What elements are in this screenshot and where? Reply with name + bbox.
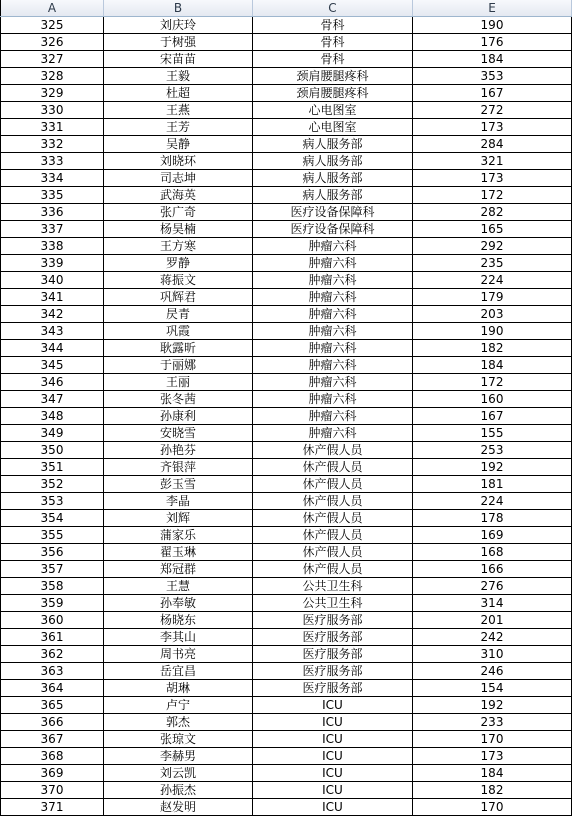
table-row [0,748,572,765]
cell-e[interactable]: 154 [413,680,572,697]
cell-a[interactable]: 339 [0,255,104,272]
cell-c[interactable]: 肿瘤六科 [253,408,413,425]
cell-c[interactable]: 医疗服务部 [253,629,413,646]
cell-e[interactable]: 179 [413,289,572,306]
cell-e[interactable]: 321 [413,153,572,170]
cell-e[interactable]: 184 [413,765,572,782]
cell-e[interactable]: 172 [413,374,572,391]
cell-c[interactable]: 骨科 [253,17,413,34]
cell-a[interactable]: 350 [0,442,104,459]
cell-b[interactable]: 于丽娜 [104,357,253,374]
cell-c[interactable]: 骨科 [253,51,413,68]
table-row [0,17,572,34]
cell-c[interactable]: 心电图室 [253,102,413,119]
table-row [0,306,572,323]
cell-b[interactable]: 巩霞 [104,323,253,340]
cell-e[interactable]: 184 [413,357,572,374]
cell-e[interactable]: 160 [413,391,572,408]
cell-c[interactable]: 休产假人员 [253,493,413,510]
cell-e[interactable]: 173 [413,748,572,765]
cell-c[interactable]: ICU [253,714,413,731]
cell-c[interactable]: ICU [253,731,413,748]
cell-b[interactable]: 张冬茜 [104,391,253,408]
cell-b[interactable]: 孙康利 [104,408,253,425]
cell-a[interactable]: 337 [0,221,104,238]
cell-a[interactable]: 340 [0,272,104,289]
cell-a[interactable]: 359 [0,595,104,612]
table-row [0,153,572,170]
cell-b[interactable]: 齐银萍 [104,459,253,476]
cell-a[interactable]: 356 [0,544,104,561]
cell-e[interactable]: 182 [413,782,572,799]
cell-c[interactable]: 休产假人员 [253,442,413,459]
cell-b[interactable]: 刘晓环 [104,153,253,170]
cell-a[interactable]: 352 [0,476,104,493]
cell-e[interactable]: 167 [413,408,572,425]
cell-e[interactable]: 176 [413,34,572,51]
cell-e[interactable]: 192 [413,697,572,714]
table-row [0,680,572,697]
table-row [0,493,572,510]
cell-a[interactable]: 329 [0,85,104,102]
cell-c[interactable]: 病人服务部 [253,187,413,204]
column-header-row [0,0,572,17]
cell-c[interactable]: 公共卫生科 [253,578,413,595]
cell-e[interactable]: 203 [413,306,572,323]
cell-e[interactable]: 284 [413,136,572,153]
cell-a[interactable]: 357 [0,561,104,578]
cell-c[interactable]: 休产假人员 [253,561,413,578]
cell-b[interactable]: 孙奉敏 [104,595,253,612]
cell-a[interactable]: 336 [0,204,104,221]
cell-a[interactable]: 338 [0,238,104,255]
table-row [0,510,572,527]
cell-b[interactable]: 蒋振文 [104,272,253,289]
table-row [0,170,572,187]
cell-a[interactable]: 325 [0,17,104,34]
cell-e[interactable]: 190 [413,17,572,34]
table-row [0,459,572,476]
table-row [0,374,572,391]
cell-c[interactable]: 肿瘤六科 [253,272,413,289]
cell-c[interactable]: 休产假人员 [253,527,413,544]
table-row [0,85,572,102]
table-row [0,238,572,255]
cell-e[interactable]: 173 [413,119,572,136]
cell-e[interactable]: 314 [413,595,572,612]
cell-c[interactable]: 肿瘤六科 [253,391,413,408]
cell-c[interactable]: ICU [253,765,413,782]
cell-b[interactable]: 赵发明 [104,799,253,816]
cell-c[interactable]: 医疗设备保障科 [253,204,413,221]
cell-c[interactable]: 病人服务部 [253,136,413,153]
cell-a[interactable]: 354 [0,510,104,527]
cell-a[interactable]: 361 [0,629,104,646]
cell-e[interactable]: 246 [413,663,572,680]
cell-a[interactable]: 326 [0,34,104,51]
table-row [0,646,572,663]
cell-b[interactable]: 李赫男 [104,748,253,765]
cell-c[interactable]: 休产假人员 [253,544,413,561]
cell-a[interactable]: 369 [0,765,104,782]
cell-a[interactable]: 371 [0,799,104,816]
cell-b[interactable]: 刘云凯 [104,765,253,782]
cell-e[interactable]: 172 [413,187,572,204]
table-row [0,578,572,595]
cell-e[interactable]: 178 [413,510,572,527]
cell-e[interactable]: 192 [413,459,572,476]
cell-e[interactable]: 184 [413,51,572,68]
cell-c[interactable]: 休产假人员 [253,476,413,493]
cell-c[interactable]: 肿瘤六科 [253,289,413,306]
table-row [0,102,572,119]
cell-e[interactable]: 166 [413,561,572,578]
table-row [0,663,572,680]
cell-b[interactable]: 安晓雪 [104,425,253,442]
cell-b[interactable]: 王芳 [104,119,253,136]
cell-b[interactable]: 周书亮 [104,646,253,663]
cell-e[interactable]: 168 [413,544,572,561]
cell-a[interactable]: 345 [0,357,104,374]
cell-b[interactable]: 杨昊楠 [104,221,253,238]
cell-a[interactable]: 330 [0,102,104,119]
cell-e[interactable]: 282 [413,204,572,221]
cell-b[interactable]: 翟玉琳 [104,544,253,561]
table-body [0,17,572,816]
table-row [0,425,572,442]
cell-b[interactable]: 王丽 [104,374,253,391]
cell-c[interactable]: 医疗服务部 [253,646,413,663]
cell-b[interactable]: 王毅 [104,68,253,85]
cell-a[interactable]: 351 [0,459,104,476]
table-row [0,340,572,357]
cell-b[interactable]: 于树强 [104,34,253,51]
table-row [0,204,572,221]
cell-e[interactable]: 235 [413,255,572,272]
cell-b[interactable]: 彭玉雪 [104,476,253,493]
cell-b[interactable]: 卢宁 [104,697,253,714]
cell-a[interactable]: 364 [0,680,104,697]
cell-b[interactable]: 郑冠群 [104,561,253,578]
table-row [0,289,572,306]
cell-b[interactable]: 蒲家乐 [104,527,253,544]
cell-e[interactable]: 182 [413,340,572,357]
cell-e[interactable]: 233 [413,714,572,731]
table-row [0,731,572,748]
column-header-b[interactable]: B [104,0,253,16]
table-row [0,136,572,153]
cell-c[interactable]: 肿瘤六科 [253,306,413,323]
cell-b[interactable]: 罗静 [104,255,253,272]
cell-a[interactable]: 370 [0,782,104,799]
cell-a[interactable]: 341 [0,289,104,306]
table-row [0,697,572,714]
cell-c[interactable]: 肿瘤六科 [253,374,413,391]
cell-b[interactable]: 杨晓东 [104,612,253,629]
cell-e[interactable]: 253 [413,442,572,459]
cell-e[interactable]: 170 [413,799,572,816]
table-row [0,476,572,493]
cell-a[interactable]: 347 [0,391,104,408]
cell-a[interactable]: 363 [0,663,104,680]
cell-e[interactable]: 224 [413,272,572,289]
cell-b[interactable]: 张琼文 [104,731,253,748]
cell-b[interactable]: 吴静 [104,136,253,153]
cell-e[interactable]: 292 [413,238,572,255]
cell-a[interactable]: 360 [0,612,104,629]
table-row [0,561,572,578]
table-row [0,68,572,85]
cell-b[interactable]: 岳宜昌 [104,663,253,680]
cell-e[interactable]: 170 [413,731,572,748]
cell-a[interactable]: 366 [0,714,104,731]
cell-b[interactable]: 巩辉君 [104,289,253,306]
table-row [0,255,572,272]
cell-c[interactable]: ICU [253,799,413,816]
cell-c[interactable]: 病人服务部 [253,170,413,187]
column-header-a[interactable]: A [0,0,104,16]
cell-b[interactable]: 胡琳 [104,680,253,697]
table-row [0,391,572,408]
cell-c[interactable]: 颈肩腰腿疼科 [253,68,413,85]
cell-a[interactable]: 362 [0,646,104,663]
cell-e[interactable]: 167 [413,85,572,102]
cell-a[interactable]: 335 [0,187,104,204]
table-row [0,119,572,136]
table-row [0,34,572,51]
cell-e[interactable]: 181 [413,476,572,493]
cell-e[interactable]: 190 [413,323,572,340]
cell-c[interactable]: 医疗设备保障科 [253,221,413,238]
cell-b[interactable]: 王慧 [104,578,253,595]
cell-c[interactable]: 肿瘤六科 [253,357,413,374]
cell-e[interactable]: 272 [413,102,572,119]
cell-b[interactable]: 耿露昕 [104,340,253,357]
table-row [0,187,572,204]
cell-a[interactable]: 348 [0,408,104,425]
cell-a[interactable]: 342 [0,306,104,323]
table-row [0,799,572,816]
cell-a[interactable]: 328 [0,68,104,85]
cell-c[interactable]: 颈肩腰腿疼科 [253,85,413,102]
table-row [0,544,572,561]
cell-c[interactable]: 肿瘤六科 [253,238,413,255]
cell-a[interactable]: 368 [0,748,104,765]
cell-b[interactable]: 王方寒 [104,238,253,255]
cell-b[interactable]: 刘庆玲 [104,17,253,34]
table-row [0,51,572,68]
table-row [0,442,572,459]
cell-b[interactable]: 郭杰 [104,714,253,731]
cell-b[interactable]: 张广奇 [104,204,253,221]
cell-b[interactable]: 李晶 [104,493,253,510]
cell-c[interactable]: ICU [253,782,413,799]
table-row [0,629,572,646]
cell-c[interactable]: 心电图室 [253,119,413,136]
cell-e[interactable]: 173 [413,170,572,187]
cell-e[interactable]: 353 [413,68,572,85]
cell-a[interactable]: 349 [0,425,104,442]
cell-a[interactable]: 346 [0,374,104,391]
cell-a[interactable]: 334 [0,170,104,187]
column-header-e[interactable]: E [413,0,572,16]
cell-c[interactable]: 医疗服务部 [253,612,413,629]
cell-b[interactable]: 孙振杰 [104,782,253,799]
cell-e[interactable]: 155 [413,425,572,442]
cell-c[interactable]: 肿瘤六科 [253,425,413,442]
cell-c[interactable]: 肿瘤六科 [253,340,413,357]
cell-c[interactable]: 肿瘤六科 [253,255,413,272]
cell-a[interactable]: 333 [0,153,104,170]
table-row [0,595,572,612]
table-row [0,765,572,782]
table-row [0,323,572,340]
cell-b[interactable]: 宋苗苗 [104,51,253,68]
table-row [0,782,572,799]
cell-c[interactable]: 肿瘤六科 [253,323,413,340]
cell-c[interactable]: ICU [253,697,413,714]
cell-b[interactable]: 刘辉 [104,510,253,527]
cell-e[interactable]: 310 [413,646,572,663]
cell-c[interactable]: 医疗服务部 [253,680,413,697]
table-row [0,357,572,374]
cell-e[interactable]: 201 [413,612,572,629]
cell-a[interactable]: 332 [0,136,104,153]
cell-b[interactable]: 武海英 [104,187,253,204]
cell-a[interactable]: 365 [0,697,104,714]
cell-a[interactable]: 331 [0,119,104,136]
cell-b[interactable]: 李其山 [104,629,253,646]
cell-b[interactable]: 昃青 [104,306,253,323]
cell-a[interactable]: 367 [0,731,104,748]
cell-a[interactable]: 327 [0,51,104,68]
cell-b[interactable]: 杜超 [104,85,253,102]
cell-a[interactable]: 358 [0,578,104,595]
table-row [0,612,572,629]
table-row [0,527,572,544]
cell-a[interactable]: 353 [0,493,104,510]
cell-b[interactable]: 司志坤 [104,170,253,187]
table-row [0,714,572,731]
cell-e[interactable]: 165 [413,221,572,238]
table-row [0,408,572,425]
table-row [0,272,572,289]
cell-e[interactable]: 169 [413,527,572,544]
cell-c[interactable]: 骨科 [253,34,413,51]
cell-a[interactable]: 344 [0,340,104,357]
cell-c[interactable]: 公共卫生科 [253,595,413,612]
column-header-c[interactable]: C [253,0,413,16]
cell-b[interactable]: 孙艳芬 [104,442,253,459]
cell-a[interactable]: 343 [0,323,104,340]
cell-c[interactable]: 休产假人员 [253,510,413,527]
table-row [0,221,572,238]
cell-e[interactable]: 242 [413,629,572,646]
cell-a[interactable]: 355 [0,527,104,544]
cell-c[interactable]: 病人服务部 [253,153,413,170]
cell-c[interactable]: ICU [253,748,413,765]
cell-c[interactable]: 休产假人员 [253,459,413,476]
cell-b[interactable]: 王燕 [104,102,253,119]
cell-c[interactable]: 医疗服务部 [253,663,413,680]
cell-e[interactable]: 276 [413,578,572,595]
cell-e[interactable]: 224 [413,493,572,510]
